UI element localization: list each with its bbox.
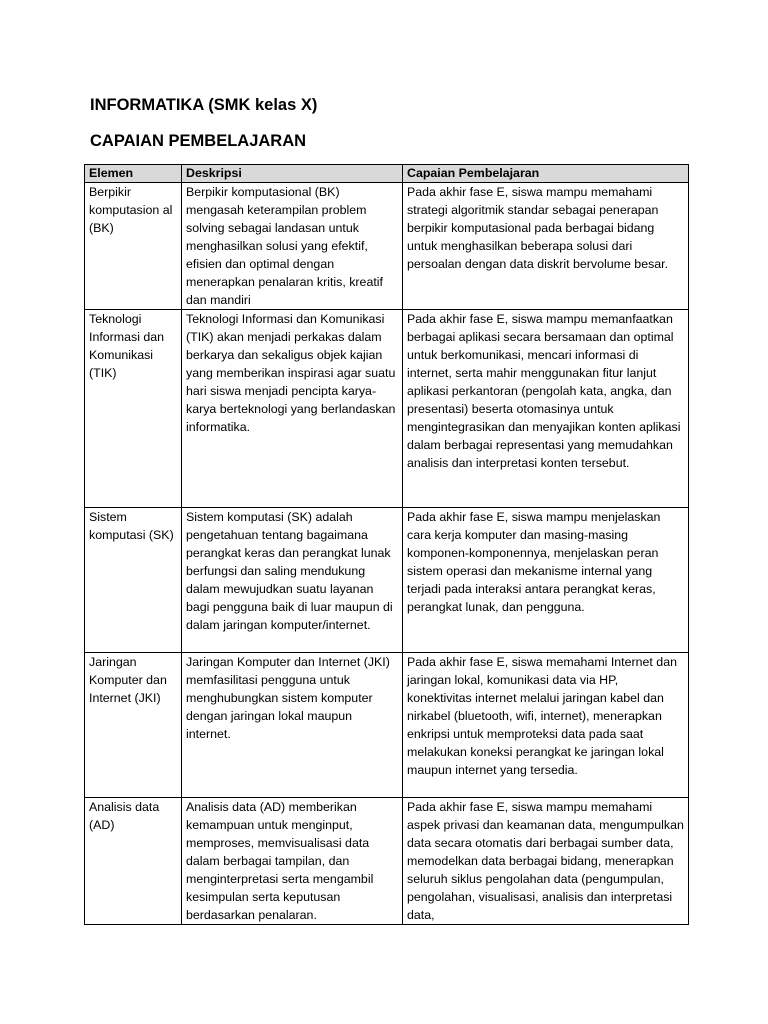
cell-deskripsi: Jaringan Komputer dan Internet (JKI) memfasilitasi pengguna untuk menghubungkan sistem komputer dengan jaringan lokal maupun internet. (182, 653, 403, 798)
cell-elemen: Jaringan Komputer dan Internet (JKI) (85, 653, 182, 798)
cell-elemen: Sistem komputasi (SK) (85, 508, 182, 653)
table-header-row (85, 165, 689, 183)
cell-capaian: Pada akhir fase E, siswa mampu menjelaskan cara kerja komputer dan masing-masing komponen-komponennya, menjelaskan peran sistem operasi dan mekanisme internal yang terjadi pada interaksi antara perangkat keras, perangkat lunak, dan pengguna. (403, 508, 689, 653)
header-deskripsi: Deskripsi (182, 165, 403, 183)
table-row (85, 310, 689, 508)
cell-elemen: Teknologi Informasi dan Komunikasi (TIK) (85, 310, 182, 508)
cell-deskripsi: Sistem komputasi (SK) adalah pengetahuan tentang bagaimana perangkat keras dan perangkat lunak berfungsi dan saling mendukung dalam mewujudkan suatu layanan bagi pengguna baik di luar maupun di dalam jaringan komputer/internet. (182, 508, 403, 653)
document-title: INFORMATIKA (SMK kelas X) (90, 96, 318, 114)
cell-capaian: Pada akhir fase E, siswa mampu memahami aspek privasi dan keamanan data, mengumpulkan data secara otomatis dari berbagai sumber data, memodelkan data berbagai bidang, menerapkan seluruh siklus pengolahan data (pengumpulan, pengolahan, visualisasi, analisis dan interpretasi data, (403, 798, 689, 925)
capaian-table (84, 164, 689, 925)
cell-capaian: Pada akhir fase E, siswa memahami Internet dan jaringan lokal, komunikasi data via HP, konektivitas internet melalui jaringan kabel dan nirkabel (bluetooth, wifi, internet), menerapkan enkripsi untuk memproteksi data pada saat melakukan koneksi perangkat ke jaringan lokal maupun internet yang tersedia. (403, 653, 689, 798)
cell-capaian: Pada akhir fase E, siswa mampu memahami strategi algoritmik standar sebagai penerapan berpikir komputasional pada berbagai bidang untuk menghasilkan beberapa solusi dari persoalan dengan data diskrit bervolume besar. (403, 183, 689, 310)
header-elemen: Elemen (85, 165, 182, 183)
table-row (85, 798, 689, 925)
cell-deskripsi: Analisis data (AD) memberikan kemampuan untuk menginput, memproses, memvisualisasi data dalam berbagai tampilan, dan menginterpretasi serta mengambil kesimpulan serta keputusan berdasarkan penalaran. (182, 798, 403, 925)
table-row (85, 183, 689, 310)
cell-elemen: Analisis data (AD) (85, 798, 182, 925)
table-row (85, 508, 689, 653)
cell-deskripsi: Berpikir komputasional (BK) mengasah keterampilan problem solving sebagai landasan untuk menghasilkan solusi yang efektif, efisien dan optimal dengan menerapkan penalaran kritis, kreatif dan mandiri (182, 183, 403, 310)
table-row (85, 653, 689, 798)
cell-deskripsi: Teknologi Informasi dan Komunikasi (TIK) akan menjadi perkakas dalam berkarya dan sekaligus objek kajian yang memberikan inspirasi agar suatu hari siswa menjadi pencipta karya-karya berteknologi yang berlandaskan informatika. (182, 310, 403, 508)
cell-elemen: Berpikir komputasion al (BK) (85, 183, 182, 310)
cell-capaian: Pada akhir fase E, siswa mampu memanfaatkan berbagai aplikasi secara bersamaan dan optimal untuk berkomunikasi, mencari informasi di internet, serta mahir menggunakan fitur lanjut aplikasi perkantoran (pengolah kata, angka, dan presentasi) beserta otomasinya untuk mengintegrasikan dan menyajikan konten aplikasi dalam berbagai representasi yang memudahkan analisis dan interpretasi konten tersebut. (403, 310, 689, 508)
header-capaian: Capaian Pembelajaran (403, 165, 689, 183)
section-title: CAPAIAN PEMBELAJARAN (90, 132, 307, 150)
